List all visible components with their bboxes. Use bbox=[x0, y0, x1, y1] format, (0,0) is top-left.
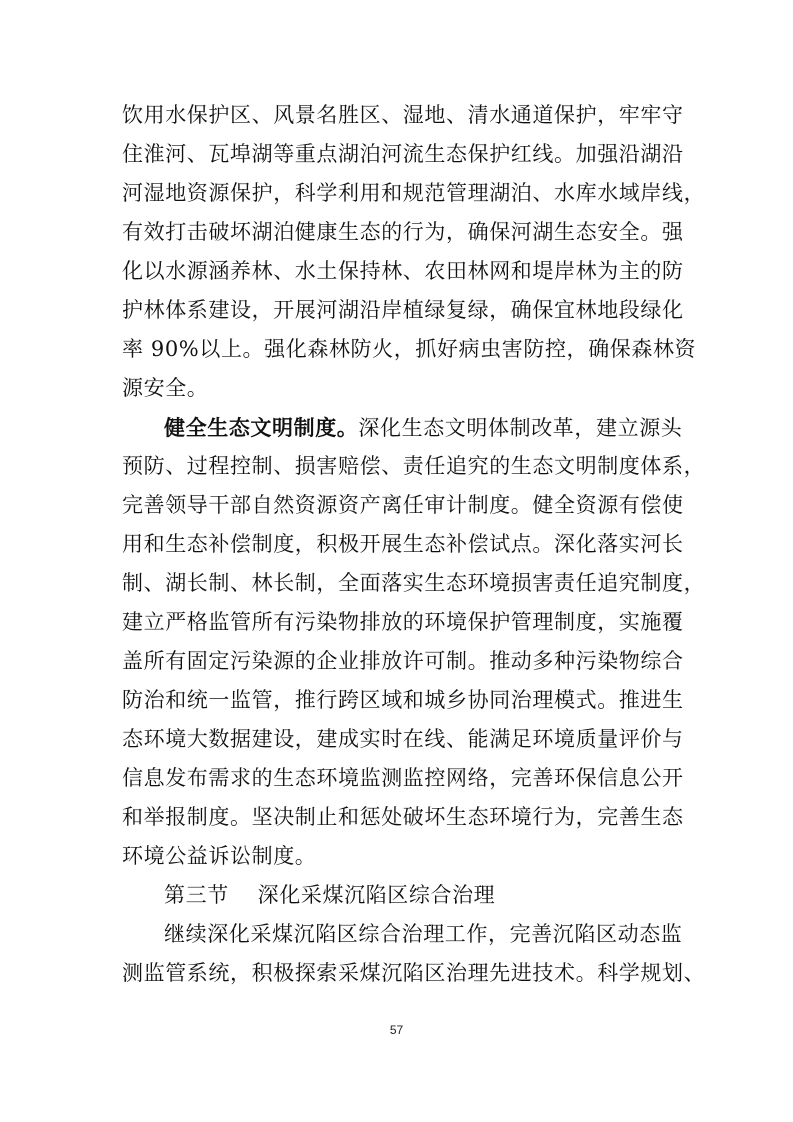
text-line: 盖所有固定污染源的企业排放许可制。推动多种污染物综合 bbox=[122, 649, 684, 673]
paragraph-text: 深化生态文明体制改革，建立源头 bbox=[358, 416, 683, 440]
text-line: 完善领导干部自然资源资产离任审计制度。健全资源有偿使 bbox=[122, 493, 684, 517]
text-line: 预防、过程控制、损害赔偿、责任追究的生态文明制度体系， bbox=[122, 454, 706, 478]
text-line: 环境公益诉讼制度。 bbox=[122, 844, 317, 868]
text-line: 护林体系建设，开展河湖沿岸植绿复绿，确保宜林地段绿化 bbox=[122, 298, 684, 322]
text-line: 有效打击破坏湖泊健康生态的行为，确保河湖生态安全。强 bbox=[122, 220, 684, 244]
text-line: 饮用水保护区、风景名胜区、湿地、清水通道保护，牢牢守 bbox=[122, 103, 684, 127]
text-line: 用和生态补偿制度，积极开展生态补偿试点。深化落实河长 bbox=[122, 532, 684, 556]
paragraph-heading: 健全生态文明制度。 bbox=[164, 415, 359, 440]
text-line: 河湿地资源保护，科学利用和规范管理湖泊、水库水域岸线， bbox=[122, 181, 706, 205]
page-number: 57 bbox=[389, 1023, 404, 1037]
text-line: 化以水源涵养林、水土保持林、农田林网和堤岸林为主的防 bbox=[122, 259, 684, 283]
text-line: 建立严格监管所有污染物排放的环境保护管理制度，实施覆 bbox=[122, 610, 684, 634]
text-line: 防治和统一监管，推行跨区域和城乡协同治理模式。推进生 bbox=[122, 688, 684, 712]
text-line: 源安全。 bbox=[122, 376, 209, 400]
text-line: 继续深化采煤沉陷区综合治理工作，完善沉陷区动态监 bbox=[164, 922, 683, 946]
text-line: 测监管系统，积极探索采煤沉陷区治理先进技术。科学规划、 bbox=[122, 961, 706, 985]
text-line: 和举报制度。坚决制止和惩处破坏生态环境行为，完善生态 bbox=[122, 805, 684, 829]
text-line: 住淮河、瓦埠湖等重点湖泊河流生态保护红线。加强沿湖沿 bbox=[122, 142, 684, 166]
paragraph-first-line bbox=[122, 408, 682, 447]
body-text bbox=[122, 96, 706, 993]
text-line: 率 90%以上。强化森林防火，抓好病虫害防控，确保森林资 bbox=[122, 337, 697, 361]
section-heading: 第三节 深化采煤沉陷区综合治理 bbox=[164, 883, 496, 907]
text-line: 制、湖长制、林长制，全面落实生态环境损害责任追究制度， bbox=[122, 571, 706, 595]
text-line: 态环境大数据建设，建成实时在线、能满足环境质量评价与 bbox=[122, 727, 684, 751]
text-line: 信息发布需求的生态环境监测监控网络，完善环保信息公开 bbox=[122, 766, 684, 790]
